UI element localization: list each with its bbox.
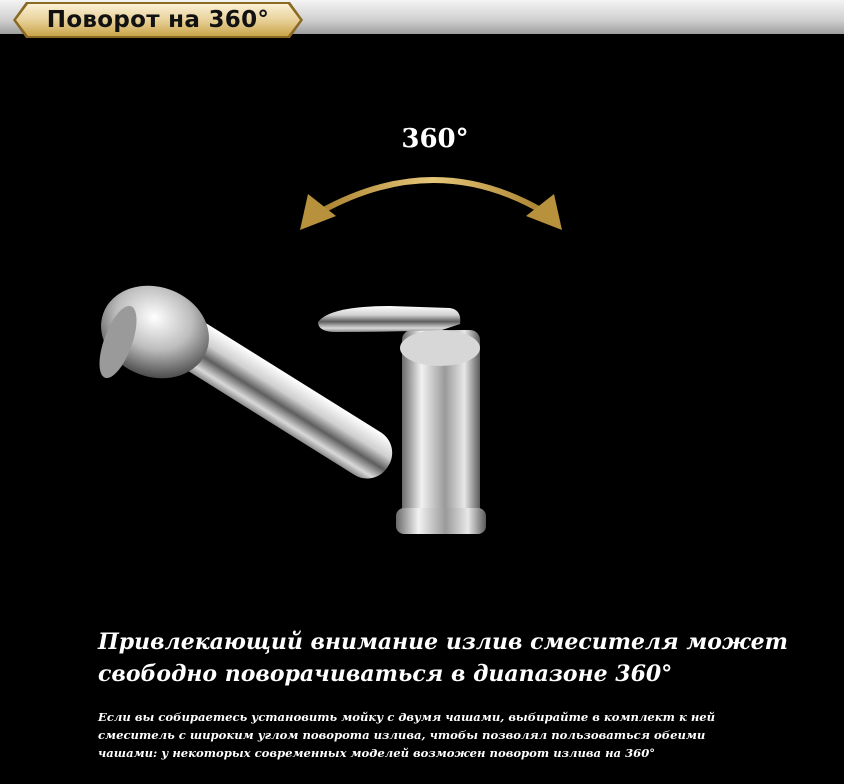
description-line: чашами: у некоторых современных моделей возможен поворот излива на 360° <box>98 746 656 760</box>
banner-title: Поворот на 360° <box>46 7 270 33</box>
headline <box>98 626 818 690</box>
top-banner <box>0 0 844 40</box>
rotation-arrow-icon <box>290 120 580 240</box>
description-line: Если вы собираетесь установить мойку с двумя чашами, выбирайте в комплект к ней <box>98 710 716 724</box>
rotation-degree-label: 360° <box>401 124 469 154</box>
headline-line: свободно поворачиваться в диапазоне 360° <box>98 661 673 687</box>
title-badge <box>12 1 304 39</box>
headline-line: Привлекающий внимание излив смесителя может <box>98 629 788 655</box>
rotation-indicator <box>290 120 580 240</box>
description-text <box>98 708 798 762</box>
faucet-icon <box>90 270 510 560</box>
faucet-image <box>90 270 510 560</box>
description-line: смеситель с широким углом поворота излива, чтобы позволял пользоваться обеими <box>98 728 706 742</box>
